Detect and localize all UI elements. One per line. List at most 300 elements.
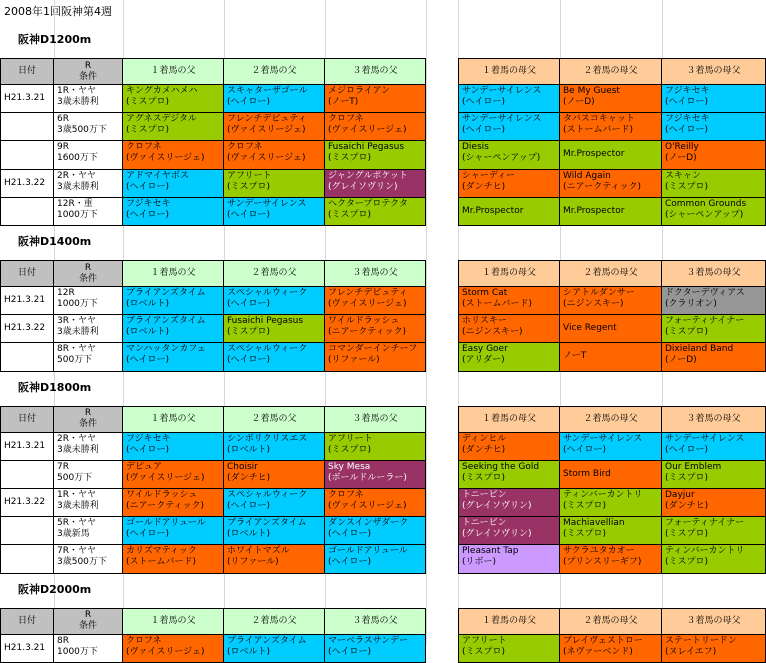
horse-line1: スペシャルウィーク: [227, 344, 308, 355]
horse-line1: カリズマティック: [126, 546, 197, 557]
horse-line1: スキャン: [665, 170, 702, 181]
horse-line2: (ニジンスキー): [563, 299, 624, 309]
header-race: [54, 260, 123, 287]
race-line2: 500万下: [57, 472, 93, 483]
horse-line1: サンデーサイレンス: [227, 198, 307, 209]
date-cell: [0, 545, 54, 573]
horse-line1: Diesis: [462, 142, 489, 153]
race-line2: 3歳未勝利: [57, 501, 99, 511]
horse-line2: (ボールドルーラー): [328, 472, 407, 483]
header-dam1: １着馬の母父: [458, 260, 560, 287]
horse-line2: (ストームバード): [462, 299, 533, 309]
section-title: 阪神D1400m: [18, 235, 92, 248]
horse-line1: Be My Guest: [563, 86, 620, 96]
sire-s2-cell: [224, 141, 325, 169]
race-line1: 2R・ヤヤ: [57, 433, 96, 444]
race-line1: 9R: [57, 142, 69, 153]
horse-line2: (ヘイロー): [227, 209, 271, 220]
horse-name: Vice Regent: [563, 323, 617, 334]
header-date: 日付: [0, 608, 54, 635]
race-line1: 1R・ヤヤ: [57, 86, 96, 96]
horse-line2: (ロベルト): [227, 444, 271, 455]
header-race-line1: R: [84, 60, 92, 71]
horse-line1: タバスコキャット: [563, 114, 635, 125]
race-line1: 12R・重: [57, 198, 93, 209]
section-title: 阪神D1200m: [18, 33, 92, 46]
damsire-d1-cell: [458, 489, 560, 517]
race-line2: 3歳未勝利: [57, 181, 99, 192]
horse-line2: (ヴァイスリージェ): [126, 153, 205, 164]
horse-line2: (ニアークティック): [563, 181, 642, 192]
sire-s3-cell: [325, 433, 426, 461]
race-line2: 1000万下: [57, 646, 98, 657]
horse-line1: ブレイヴェストロー: [563, 635, 643, 646]
race-line2: 3歳未勝利: [57, 444, 99, 455]
damsire-d1-cell: [458, 635, 560, 663]
horse-line1: Wild Again: [563, 170, 611, 181]
sire-s2-cell: [224, 635, 325, 663]
header-dam3: ３着馬の母父: [662, 260, 766, 287]
horse-line1: キングカメハメハ: [126, 86, 198, 96]
horse-line1: マンハッタンカフェ: [126, 344, 206, 355]
header-race: [54, 58, 123, 85]
horse-name: Mr.Prospector: [563, 205, 625, 216]
damsire-d1-cell: [458, 170, 560, 198]
damsire-d3-cell: [662, 635, 766, 663]
horse-line1: ティンバーカントリ: [665, 546, 745, 557]
race-line2: 1600万下: [57, 153, 98, 164]
horse-line1: Common Grounds: [665, 198, 747, 209]
horse-line2: (ダンチヒ): [665, 501, 709, 511]
horse-line2: (ヘイロー): [462, 97, 506, 107]
horse-line2: (ヌレイエフ): [665, 646, 717, 657]
date-cell: [0, 461, 54, 489]
horse-line1: ティンバーカントリ: [563, 490, 643, 500]
sire-s3-cell: [325, 315, 426, 343]
horse-line2: (シャーペンアップ): [665, 209, 744, 220]
sire-s1-cell: [123, 461, 224, 489]
horse-line2: (ノーT): [328, 97, 359, 107]
date-cell: [0, 141, 54, 169]
sire-s1-cell: [123, 198, 224, 226]
horse-line2: (ヘイロー): [665, 444, 709, 455]
horse-line2: (ヘイロー): [126, 181, 170, 192]
header-race: [54, 608, 123, 635]
section-title: 阪神D2000m: [18, 582, 92, 596]
race-cell: [54, 461, 123, 489]
horse-line1: クロフネ: [328, 490, 364, 500]
horse-line2: (リファール): [328, 355, 380, 366]
header-sire2: ２着馬の父: [224, 260, 325, 287]
header-date: 日付: [0, 406, 54, 433]
damsire-d2-cell: [560, 141, 662, 169]
horse-line2: (ダンチヒ): [462, 444, 506, 455]
race-cell: [54, 635, 123, 663]
horse-line1: マーベラスサンデー: [328, 635, 409, 646]
horse-line1: シンボリクリスエス: [227, 433, 308, 444]
horse-line1: トニービン: [462, 490, 507, 500]
horse-line1: ダンスインザダーク: [328, 518, 409, 529]
header-sire1: １着馬の父: [123, 260, 224, 287]
horse-line2: (ミスプロ): [462, 472, 506, 483]
damsire-d3-cell: [662, 315, 766, 343]
horse-line1: ヘクタープロテクタ: [328, 198, 408, 209]
header-sire2: ２着馬の父: [224, 58, 325, 85]
sire-s1-cell: [123, 170, 224, 198]
header-dam1: １着馬の母父: [458, 608, 560, 635]
sire-s3-cell: [325, 517, 426, 545]
header-dam3: ３着馬の母父: [662, 608, 766, 635]
header-date: 日付: [0, 58, 54, 85]
sire-s2-cell: [224, 545, 325, 573]
horse-line2: (ロベルト): [126, 327, 170, 338]
damsire-d2-cell: [560, 461, 662, 489]
horse-name: Mr.Prospector: [563, 149, 625, 160]
header-sire1: １着馬の父: [123, 608, 224, 635]
horse-line1: ディンヒル: [462, 433, 507, 444]
damsire-d3-cell: [662, 545, 766, 573]
horse-line1: アフリート: [328, 433, 373, 444]
race-line2: 3歳500万下: [57, 125, 107, 136]
horse-line1: スペシャルウィーク: [227, 288, 308, 298]
horse-line1: クロフネ: [126, 635, 162, 646]
header-sire1: １着馬の父: [123, 406, 224, 433]
horse-line1: クロフネ: [227, 142, 263, 153]
date-cell: [0, 343, 54, 371]
race-cell: [54, 141, 123, 169]
horse-line2: (ヘイロー): [462, 125, 506, 136]
sire-s2-cell: [224, 517, 325, 545]
race-cell: [54, 170, 123, 198]
horse-line2: (ダンチヒ): [462, 181, 506, 192]
horse-line2: (ミスプロ): [328, 153, 372, 164]
damsire-d2-cell: [560, 433, 662, 461]
race-line1: 6R: [57, 114, 69, 125]
horse-line2: (ダンチヒ): [227, 472, 271, 483]
sire-s2-cell: [224, 461, 325, 489]
horse-name: ノーT: [563, 351, 587, 362]
date-cell: [0, 113, 54, 141]
horse-line2: (グレイソヴリン): [462, 501, 532, 511]
damsire-d3-cell: [662, 85, 766, 113]
horse-line1: Fusaichi Pegasus: [227, 316, 304, 327]
horse-line1: サンデーサイレンス: [462, 114, 542, 125]
date-cell: H21.3.22: [0, 489, 54, 517]
race-cell: [54, 287, 123, 315]
horse-line2: (ミスプロ): [563, 501, 607, 511]
race-line1: 7R: [57, 461, 69, 472]
race-line2: 3歳未勝利: [57, 327, 99, 338]
horse-line2: (ミスプロ): [665, 472, 709, 483]
horse-line2: (ヘイロー): [126, 355, 170, 366]
horse-line2: (ストームバード): [126, 557, 197, 568]
horse-line1: Our Emblem: [665, 461, 722, 472]
damsire-d1-cell: [458, 113, 560, 141]
horse-line1: アグネスデジタル: [126, 114, 197, 125]
header-race-line1: R: [84, 408, 92, 419]
horse-line1: スペシャルウィーク: [227, 490, 308, 500]
horse-line1: ステートリードン: [665, 635, 737, 646]
date-cell: H21.3.21: [0, 433, 54, 461]
horse-line2: (ヘイロー): [227, 355, 271, 366]
race-line2: 1000万下: [57, 299, 98, 309]
damsire-d2-cell: [560, 635, 662, 663]
race-line1: 8R: [57, 635, 69, 646]
damsire-d3-cell: [662, 198, 766, 226]
horse-line1: アフリート: [462, 635, 507, 646]
damsire-d3-cell: [662, 517, 766, 545]
race-line1: 2R・ヤヤ: [57, 170, 96, 181]
horse-line2: (ミスプロ): [126, 97, 170, 107]
sire-s2-cell: [224, 343, 325, 371]
horse-line2: (ロベルト): [227, 529, 271, 540]
horse-line2: (プリンスリーギフ): [563, 557, 642, 568]
sire-s1-cell: [123, 113, 224, 141]
race-cell: [54, 113, 123, 141]
sire-s2-cell: [224, 433, 325, 461]
race-line2: 3歳未勝利: [57, 97, 99, 107]
horse-line2: (グレイソヴリン): [328, 181, 398, 192]
sire-s1-cell: [123, 433, 224, 461]
damsire-d2-cell: [560, 198, 662, 226]
damsire-d2-cell: [560, 170, 662, 198]
sire-s3-cell: [325, 461, 426, 489]
horse-line1: Pleasant Tap: [462, 546, 519, 557]
header-dam2: ２着馬の母父: [560, 406, 662, 433]
damsire-d2-cell: [560, 315, 662, 343]
damsire-d3-cell: [662, 141, 766, 169]
horse-line1: スキャターザゴール: [227, 86, 308, 96]
sheet-title: 2008年1回阪神第4週: [4, 5, 112, 18]
race-line2: 500万下: [57, 355, 93, 366]
header-sire3: ３着馬の父: [325, 608, 426, 635]
horse-line2: (ヘイロー): [126, 529, 170, 540]
horse-line2: (ミスプロ): [227, 327, 271, 338]
horse-line1: フジキセキ: [126, 198, 171, 209]
damsire-d3-cell: [662, 113, 766, 141]
horse-line2: (ヘイロー): [227, 97, 271, 107]
horse-line1: クロフネ: [126, 142, 162, 153]
horse-line1: Storm Cat: [462, 288, 508, 298]
horse-line1: Machiavellian: [563, 518, 625, 529]
header-race: [54, 406, 123, 433]
horse-line1: フジキセキ: [126, 433, 171, 444]
horse-line2: (ヘイロー): [665, 97, 709, 107]
race-cell: [54, 489, 123, 517]
horse-line1: ワイルドラッシュ: [328, 316, 400, 327]
header-sire3: ３着馬の父: [325, 260, 426, 287]
horse-line1: アフリート: [227, 170, 272, 181]
race-line1: 5R・ヤヤ: [57, 518, 96, 529]
sire-s1-cell: [123, 287, 224, 315]
horse-line2: (クラリオン): [665, 299, 717, 309]
race-line2: 1000万下: [57, 209, 98, 220]
horse-line1: ドクターデヴィアス: [665, 288, 745, 298]
horse-line2: (ノーD): [665, 355, 697, 366]
sire-s2-cell: [224, 198, 325, 226]
sire-s3-cell: [325, 287, 426, 315]
horse-line1: デピュア: [126, 461, 163, 472]
horse-line2: (ミスプロ): [665, 529, 709, 540]
race-cell: [54, 517, 123, 545]
horse-line2: (ニジンスキー): [462, 327, 523, 338]
horse-line2: (ノーD): [665, 153, 697, 164]
damsire-d1-cell: [458, 315, 560, 343]
horse-line2: (リファール): [227, 557, 279, 568]
race-line1: 8R・ヤヤ: [57, 344, 96, 355]
damsire-d1-cell: [458, 198, 560, 226]
horse-line1: ブライアンズタイム: [126, 288, 206, 298]
horse-line2: (ヴァイスリージェ): [328, 501, 407, 511]
date-cell: H21.3.21: [0, 85, 54, 113]
damsire-d3-cell: [662, 433, 766, 461]
sire-s3-cell: [325, 343, 426, 371]
horse-line1: シャーディー: [462, 170, 516, 181]
date-cell: H21.3.22: [0, 170, 54, 198]
date-cell: [0, 517, 54, 545]
race-line1: 1R・ヤヤ: [57, 490, 96, 500]
horse-line1: フォーティナイナー: [665, 518, 745, 529]
sire-s2-cell: [224, 113, 325, 141]
damsire-d1-cell: [458, 141, 560, 169]
sire-s1-cell: [123, 343, 224, 371]
horse-line2: (ニアークティック): [126, 501, 205, 511]
damsire-d2-cell: [560, 343, 662, 371]
sire-s3-cell: [325, 545, 426, 573]
horse-line1: アドマイヤボス: [126, 170, 189, 181]
horse-line2: (ミスプロ): [328, 444, 372, 455]
race-cell: [54, 545, 123, 573]
horse-line1: サクラユタカオー: [563, 546, 635, 557]
horse-line1: ゴールドアリュール: [328, 546, 408, 557]
horse-line2: (ネヴァーベンド): [563, 646, 633, 657]
horse-line1: ワイルドラッシュ: [126, 490, 198, 500]
damsire-d1-cell: [458, 433, 560, 461]
header-race-line2: 条件: [78, 419, 97, 430]
damsire-d1-cell: [458, 287, 560, 315]
header-dam3: ３着馬の母父: [662, 58, 766, 85]
horse-line2: (ヴァイスリージェ): [126, 472, 205, 483]
horse-line1: ブライアンズタイム: [227, 635, 307, 646]
horse-line2: (ミスプロ): [227, 181, 271, 192]
horse-line2: (ミスプロ): [665, 181, 709, 192]
race-cell: [54, 343, 123, 371]
header-sire3: ３着馬の父: [325, 58, 426, 85]
horse-line1: Choisir: [227, 461, 258, 472]
horse-line2: (ヴァイスリージェ): [227, 125, 306, 136]
sire-s2-cell: [224, 489, 325, 517]
horse-line1: Easy Goer: [462, 344, 508, 355]
horse-line2: (ロベルト): [227, 646, 271, 657]
horse-line1: Sky Mesa: [328, 461, 371, 472]
race-cell: [54, 315, 123, 343]
horse-line2: (ヴァイスリージェ): [227, 153, 306, 164]
horse-line1: ジャングルポケット: [328, 170, 408, 181]
sire-s1-cell: [123, 635, 224, 663]
grid-line: [426, 0, 427, 645]
damsire-d2-cell: [560, 489, 662, 517]
damsire-d1-cell: [458, 517, 560, 545]
horse-line1: Dayjur: [665, 490, 695, 500]
horse-line2: (ヘイロー): [563, 444, 607, 455]
sire-s1-cell: [123, 489, 224, 517]
horse-line2: (ヘイロー): [126, 209, 170, 220]
date-cell: H21.3.21: [0, 635, 54, 663]
horse-line1: フォーティナイナー: [665, 316, 745, 327]
sire-s2-cell: [224, 287, 325, 315]
damsire-d2-cell: [560, 545, 662, 573]
horse-line2: (ミスプロ): [462, 646, 506, 657]
sire-s2-cell: [224, 85, 325, 113]
horse-line2: (ヘイロー): [328, 529, 372, 540]
header-race-line1: R: [84, 262, 92, 273]
damsire-d1-cell: [458, 545, 560, 573]
horse-line1: フジキセキ: [665, 114, 710, 125]
horse-line2: (ヴァイスリージェ): [328, 299, 407, 309]
horse-line2: (ストームバード): [563, 125, 634, 136]
horse-line2: (ロベルト): [126, 299, 170, 309]
horse-line1: トニービン: [462, 518, 507, 529]
sire-s1-cell: [123, 517, 224, 545]
horse-line2: (ヘイロー): [126, 444, 170, 455]
sire-s1-cell: [123, 85, 224, 113]
race-line1: 12R: [57, 288, 75, 298]
damsire-d3-cell: [662, 343, 766, 371]
horse-line2: (ヘイロー): [665, 125, 709, 136]
header-sire2: ２着馬の父: [224, 608, 325, 635]
horse-line2: (リボー): [462, 557, 497, 568]
horse-line2: (アリダー): [462, 355, 505, 366]
horse-line2: (ミスプロ): [126, 125, 170, 136]
sire-s1-cell: [123, 141, 224, 169]
damsire-d1-cell: [458, 461, 560, 489]
sire-s2-cell: [224, 170, 325, 198]
horse-line1: ブライアンズタイム: [227, 518, 307, 529]
header-sire3: ３着馬の父: [325, 406, 426, 433]
horse-line2: (ミスプロ): [563, 529, 607, 540]
damsire-d3-cell: [662, 461, 766, 489]
header-sire2: ２着馬の父: [224, 406, 325, 433]
damsire-d3-cell: [662, 489, 766, 517]
horse-line1: ホリスキー: [462, 316, 507, 327]
horse-line2: (ヘイロー): [227, 299, 271, 309]
sire-s3-cell: [325, 141, 426, 169]
horse-line2: (ミスプロ): [665, 557, 709, 568]
header-dam2: ２着馬の母父: [560, 260, 662, 287]
header-dam2: ２着馬の母父: [560, 58, 662, 85]
header-sire1: １着馬の父: [123, 58, 224, 85]
horse-line1: フレンチデピュティ: [227, 114, 307, 125]
sire-s1-cell: [123, 315, 224, 343]
horse-name: Mr.Prospector: [462, 205, 524, 216]
horse-line2: (ヴァイスリージェ): [126, 646, 205, 657]
horse-line2: (ヘイロー): [227, 501, 271, 511]
horse-line2: (ミスプロ): [665, 327, 709, 338]
horse-line1: Fusaichi Pegasus: [328, 142, 405, 153]
sire-s3-cell: [325, 198, 426, 226]
horse-name: Storm Bird: [563, 468, 611, 479]
damsire-d2-cell: [560, 85, 662, 113]
sire-s3-cell: [325, 170, 426, 198]
race-cell: [54, 433, 123, 461]
horse-line1: シアトルダンサー: [563, 288, 635, 298]
race-line1: 3R・ヤヤ: [57, 316, 96, 327]
damsire-d2-cell: [560, 113, 662, 141]
header-race-line1: R: [84, 610, 92, 621]
horse-line2: (ミスプロ): [328, 209, 372, 220]
sire-s3-cell: [325, 113, 426, 141]
horse-line1: サンデーサイレンス: [462, 86, 542, 96]
